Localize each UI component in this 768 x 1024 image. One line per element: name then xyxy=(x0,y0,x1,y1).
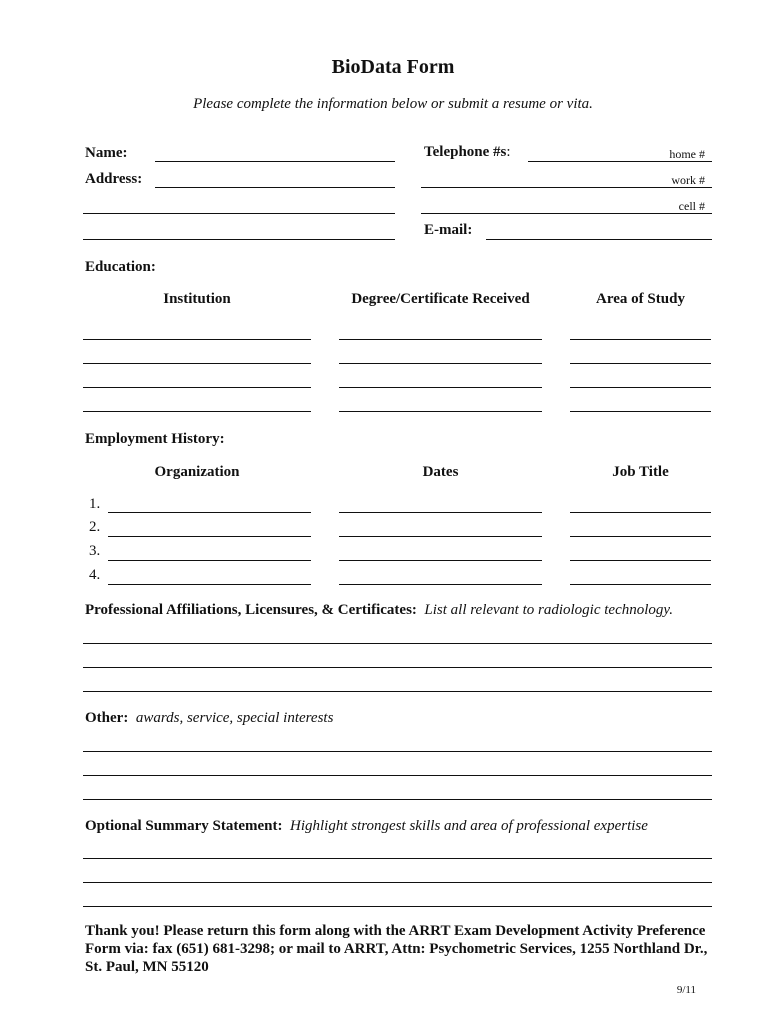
education-area-field[interactable] xyxy=(570,339,711,340)
other-heading xyxy=(85,710,333,727)
employment-col-organization: Organization xyxy=(154,464,240,480)
education-degree-field[interactable] xyxy=(339,339,542,340)
employment-row-number: 2. xyxy=(89,519,101,535)
education-institution-field[interactable] xyxy=(83,363,311,364)
name-field[interactable] xyxy=(155,161,395,162)
other-field-line[interactable] xyxy=(83,775,712,776)
employment-organization-field[interactable] xyxy=(108,512,311,513)
affiliations-label: Professional Affiliations, Licensures, & Certificates: xyxy=(85,602,417,618)
affiliations-field-line[interactable] xyxy=(83,667,712,668)
employment-organization-field[interactable] xyxy=(108,584,311,585)
address-label: Address: xyxy=(85,171,143,187)
address-field-line-2[interactable] xyxy=(83,213,395,214)
summary-hint: Highlight strongest skills and area of professional expertise xyxy=(290,818,648,834)
other-hint: awards, service, special interests xyxy=(135,710,334,726)
summary-heading xyxy=(85,818,648,835)
affiliations-heading xyxy=(85,602,673,619)
education-degree-field[interactable] xyxy=(339,411,542,412)
education-col-degree: Degree/Certificate Received xyxy=(351,291,530,307)
employment-dates-field[interactable] xyxy=(339,536,542,537)
email-label: E-mail: xyxy=(424,222,473,238)
employment-job-title-field[interactable] xyxy=(570,584,711,585)
employment-job-title-field[interactable] xyxy=(570,560,711,561)
return-instructions: Thank you! Please return this form along with the ARRT Exam Development Activity Preference Form via: fax (651) 681-3298; or mail to ARRT, Attn: Psychometric Services, 1255 Northland Dr., St. Paul, MN 55120 xyxy=(85,923,708,975)
summary-field-line[interactable] xyxy=(83,906,712,907)
employment-organization-field[interactable] xyxy=(108,560,311,561)
page-code: 9/11 xyxy=(676,984,696,996)
email-field[interactable] xyxy=(486,239,712,240)
employment-col-dates: Dates xyxy=(422,464,459,480)
affiliations-field-line[interactable] xyxy=(83,643,712,644)
telephone-label xyxy=(424,144,511,161)
education-heading: Education: xyxy=(85,259,156,275)
employment-col-job-title: Job Title xyxy=(612,464,669,480)
name-label: Name: xyxy=(85,145,128,161)
home-phone-label: home # xyxy=(669,147,705,161)
summary-field-line[interactable] xyxy=(83,858,712,859)
address-field-line-1[interactable] xyxy=(155,187,395,188)
employment-dates-field[interactable] xyxy=(339,560,542,561)
employment-organization-field[interactable] xyxy=(108,536,311,537)
employment-row-number: 4. xyxy=(89,567,101,583)
summary-field-line[interactable] xyxy=(83,882,712,883)
employment-heading: Employment History: xyxy=(85,431,225,447)
education-institution-field[interactable] xyxy=(83,339,311,340)
form-title: BioData Form xyxy=(331,56,455,78)
employment-job-title-field[interactable] xyxy=(570,512,711,513)
education-degree-field[interactable] xyxy=(339,387,542,388)
education-institution-field[interactable] xyxy=(83,387,311,388)
affiliations-hint: List all relevant to radiologic technology. xyxy=(424,602,673,618)
other-label: Other: xyxy=(85,710,129,726)
other-field-line[interactable] xyxy=(83,799,712,800)
telephone-label-text: Telephone #s xyxy=(424,144,507,160)
cell-phone-label: cell # xyxy=(678,199,705,213)
education-col-institution: Institution xyxy=(163,291,231,307)
education-col-area: Area of Study xyxy=(596,291,685,307)
employment-row-number: 3. xyxy=(89,543,101,559)
summary-label: Optional Summary Statement: xyxy=(85,818,283,834)
other-field-line[interactable] xyxy=(83,751,712,752)
telephone-label-colon: : xyxy=(506,144,511,160)
work-phone-label: work # xyxy=(671,173,705,187)
employment-row-number: 1. xyxy=(89,496,101,512)
education-area-field[interactable] xyxy=(570,363,711,364)
employment-job-title-field[interactable] xyxy=(570,536,711,537)
address-field-line-3[interactable] xyxy=(83,239,395,240)
affiliations-field-line[interactable] xyxy=(83,691,712,692)
form-instructions: Please complete the information below or submit a resume or vita. xyxy=(193,96,593,112)
employment-dates-field[interactable] xyxy=(339,512,542,513)
education-degree-field[interactable] xyxy=(339,363,542,364)
education-area-field[interactable] xyxy=(570,411,711,412)
employment-dates-field[interactable] xyxy=(339,584,542,585)
education-institution-field[interactable] xyxy=(83,411,311,412)
education-area-field[interactable] xyxy=(570,387,711,388)
